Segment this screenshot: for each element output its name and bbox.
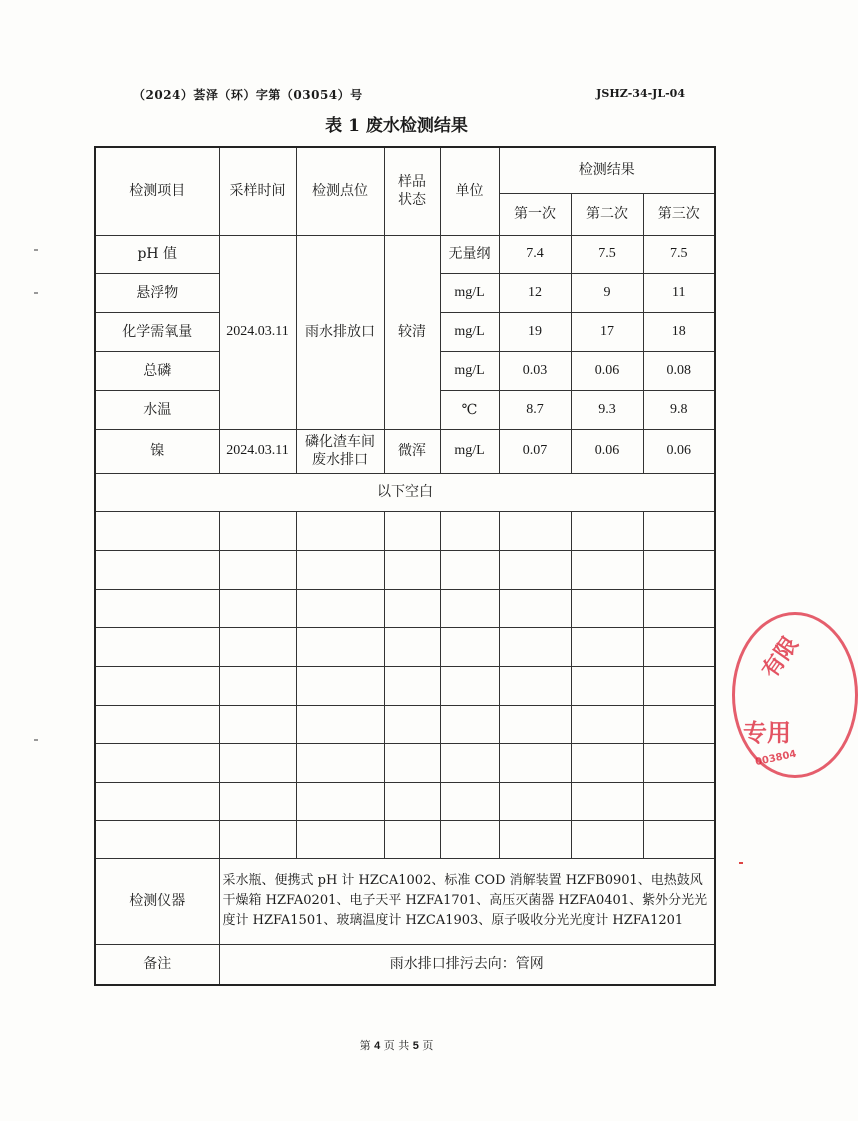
value-cell: 0.07: [499, 429, 571, 473]
page-current: 4: [374, 1040, 381, 1052]
value-cell: 9.8: [643, 390, 715, 429]
time-cell: 2024.03.11: [219, 429, 296, 473]
value-cell: 18: [643, 312, 715, 351]
blank-row: [95, 550, 715, 589]
item-cell: 悬浮物: [95, 273, 219, 312]
header-results: 检测结果: [499, 147, 715, 193]
blank-row: [95, 589, 715, 627]
value-cell: 19: [499, 312, 571, 351]
header-time: 采样时间: [219, 147, 296, 235]
header-point: 检测点位: [296, 147, 384, 235]
value-cell: 7.5: [571, 235, 643, 273]
unit-cell: 无量纲: [440, 235, 499, 273]
unit-cell: ℃: [440, 390, 499, 429]
report-number: （2024）荟泽（环）字第（03054）号: [133, 88, 363, 102]
item-cell: 化学需氧量: [95, 312, 219, 351]
blank-row: [95, 705, 715, 743]
seal-text-top: 有限: [757, 632, 804, 683]
scan-mark: [34, 739, 38, 741]
page-number: [0, 1037, 793, 1053]
item-cell: 水温: [95, 390, 219, 429]
instruments-list: 采水瓶、便携式 pH 计 HZCA1002、标准 COD 消解装置 HZFB0901、电热鼓风干燥箱 HZFA0201、电子天平 HZFA1701、高压灭菌器 HZFA0401、紫外分光光度计 HZFA1501、玻璃温度计 HZCA1903、原子吸收分光光度计 HZFA1201: [219, 858, 715, 944]
value-cell: 9: [571, 273, 643, 312]
time-cell: 2024.03.11: [219, 235, 296, 429]
header-unit: 单位: [440, 147, 499, 235]
header-item: 检测项目: [95, 147, 219, 235]
page-total: 5: [412, 1040, 419, 1052]
results-table: [94, 146, 716, 986]
scan-mark: [739, 862, 743, 864]
company-seal: [732, 612, 858, 778]
remark-label: 备注: [95, 944, 219, 985]
instruments-label: 检测仪器: [95, 858, 219, 944]
form-code: JSHZ-34-JL-04: [596, 87, 685, 100]
value-cell: 7.5: [643, 235, 715, 273]
blank-row: [95, 627, 715, 666]
scan-mark: [34, 249, 38, 251]
value-cell: 11: [643, 273, 715, 312]
scan-mark: [34, 292, 38, 294]
item-cell: pH 值: [95, 235, 219, 273]
header-third: 第三次: [643, 193, 715, 235]
header-first: 第一次: [499, 193, 571, 235]
unit-cell: mg/L: [440, 351, 499, 390]
value-cell: 8.7: [499, 390, 571, 429]
value-cell: 0.06: [571, 429, 643, 473]
value-cell: 0.06: [571, 351, 643, 390]
value-cell: 12: [499, 273, 571, 312]
remark-text: 雨水排口排污去向：管网: [219, 944, 715, 985]
blank-row: [95, 743, 715, 782]
value-cell: 17: [571, 312, 643, 351]
value-cell: 0.06: [643, 429, 715, 473]
value-cell: 7.4: [499, 235, 571, 273]
point-cell: 磷化渣车间废水排口: [296, 429, 384, 473]
header-state: 样品状态: [384, 147, 440, 235]
table-row: [95, 429, 715, 473]
state-cell: 较清: [384, 235, 440, 429]
seal-text-num: 003804: [754, 748, 798, 769]
page-suffix: 页: [422, 1039, 434, 1052]
value-cell: 0.08: [643, 351, 715, 390]
unit-cell: mg/L: [440, 273, 499, 312]
value-cell: 9.3: [571, 390, 643, 429]
blank-row: [95, 820, 715, 858]
seal-text-mid: 专用: [743, 719, 791, 747]
point-cell: 雨水排放口: [296, 235, 384, 429]
unit-cell: mg/L: [440, 429, 499, 473]
unit-cell: mg/L: [440, 312, 499, 351]
blank-row: [95, 666, 715, 705]
item-cell: 总磷: [95, 351, 219, 390]
table-row: [95, 235, 715, 273]
state-cell: 微浑: [384, 429, 440, 473]
blank-row: [95, 782, 715, 820]
item-cell: 镍: [95, 429, 219, 473]
blank-row: [95, 511, 715, 550]
blank-note: 以下空白: [95, 473, 715, 511]
header-second: 第二次: [571, 193, 643, 235]
page-prefix: 第: [359, 1039, 371, 1052]
page-mid: 页 共: [383, 1039, 410, 1052]
value-cell: 0.03: [499, 351, 571, 390]
page-title: 表 1 废水检测结果: [325, 116, 468, 136]
